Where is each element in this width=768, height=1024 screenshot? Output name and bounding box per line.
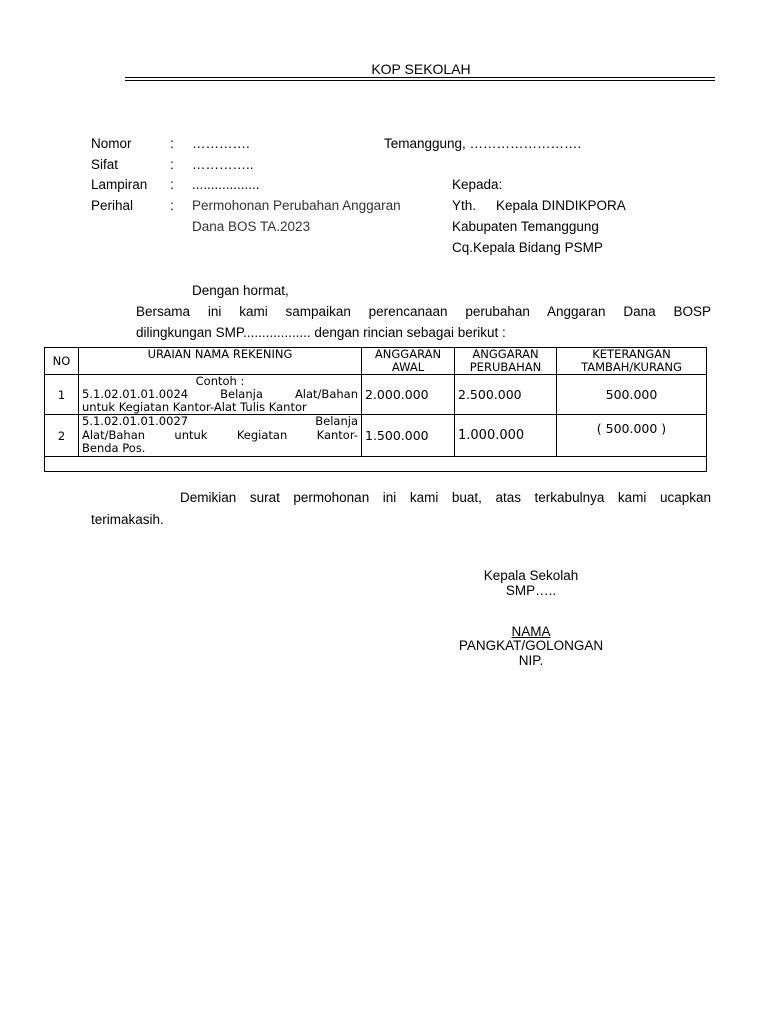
header-uraian: URAIAN NAMA REKENING <box>79 348 362 375</box>
nomor-label: Nomor <box>91 136 132 151</box>
sifat-label: Sifat <box>91 157 119 172</box>
row1-uraian-line2: untuk Kegiatan Kantor-Alat Tulis Kantor <box>82 400 307 414</box>
budget-table <box>44 347 707 472</box>
kepada-label: Kepada: <box>452 177 503 192</box>
perihal-label: Perihal <box>91 198 134 213</box>
recipient-line1: Kepala DINDIKPORA <box>496 198 626 213</box>
header-no: NO <box>45 348 79 375</box>
sifat-value: ………….. <box>192 157 254 172</box>
closing-paragraph <box>91 487 711 531</box>
signature-school: SMP….. <box>505 583 557 598</box>
recipient-line3: Cq.Kepala Bidang PSMP <box>452 240 603 255</box>
perihal-value-line1: Permohonan Perubahan Anggaran <box>192 198 401 213</box>
header-anggaran-awal: ANGGARAN AWAL <box>362 348 455 375</box>
recipient-line2: Kabupaten Temanggung <box>452 219 599 234</box>
table-row <box>45 375 707 415</box>
sifat-colon: : <box>170 157 174 172</box>
perihal-colon: : <box>170 198 174 213</box>
table-row-empty <box>45 457 707 472</box>
letterhead-title: KOP SEKOLAH <box>371 61 471 77</box>
row1-uraian-line1: 5.1.02.01.01.0024 Belanja Alat/Bahan <box>82 387 358 401</box>
header-keterangan: KETERANGAN TAMBAH/KURANG <box>557 348 707 375</box>
nomor-value: …………. <box>192 136 250 151</box>
signature-name: NAMA <box>511 624 551 639</box>
body-paragraph-line1: Bersama ini kami sampaikan perencanaan perubahan Anggaran Dana BOSP <box>136 304 711 319</box>
yth-label: Yth. <box>452 198 477 213</box>
table-row <box>45 415 707 457</box>
signature-nip: NIP. <box>518 653 544 668</box>
row2-uraian <box>79 415 362 457</box>
row2-anggaran-perubahan: 1.000.000 <box>455 415 557 457</box>
signature-title: Kepala Sekolah <box>483 568 579 583</box>
row1-uraian-prefix: Contoh : <box>195 374 245 388</box>
lampiran-label: Lampiran <box>91 177 148 192</box>
row2-anggaran-awal: 1.500.000 <box>362 415 455 457</box>
row2-uraian-line1: 5.1.02.01.01.0027 Belanja <box>82 414 358 429</box>
row1-anggaran-perubahan: 2.500.000 <box>455 375 557 415</box>
row1-uraian <box>79 375 362 415</box>
body-paragraph-line2: dilingkungan SMP.................. dengan rincian sebagai berikut : <box>136 325 506 340</box>
row1-no: 1 <box>45 375 79 415</box>
place-date: Temanggung, ……………………. <box>384 136 582 151</box>
row2-uraian-line3: Benda Pos. <box>82 441 146 456</box>
empty-cell <box>557 457 707 472</box>
empty-cell <box>79 457 557 472</box>
greeting: Dengan hormat, <box>192 283 289 298</box>
letterhead-divider-bottom <box>125 80 715 81</box>
lampiran-colon: : <box>170 177 174 192</box>
row1-keterangan: 500.000 <box>557 375 707 415</box>
row2-uraian-line2: Alat/Bahan untuk Kegiatan Kantor- <box>82 427 358 442</box>
table-header-row <box>45 348 707 375</box>
closing-line2: terimakasih. <box>91 512 164 527</box>
row2-keterangan: ( 500.000 ) <box>557 415 707 457</box>
header-anggaran-perubahan: ANGGARAN PERUBAHAN <box>455 348 557 375</box>
letterhead-divider-top <box>125 77 715 78</box>
nomor-colon: : <box>170 136 174 151</box>
perihal-value-line2: Dana BOS TA.2023 <box>192 219 311 234</box>
lampiran-value: .................. <box>192 177 260 192</box>
signature-rank: PANGKAT/GOLONGAN <box>458 638 604 653</box>
empty-cell <box>45 457 79 472</box>
row1-anggaran-awal: 2.000.000 <box>362 375 455 415</box>
row2-no: 2 <box>45 415 79 457</box>
closing-line1: Demikian surat permohonan ini kami buat, atas terkabulnya kami ucapkan <box>180 490 711 505</box>
